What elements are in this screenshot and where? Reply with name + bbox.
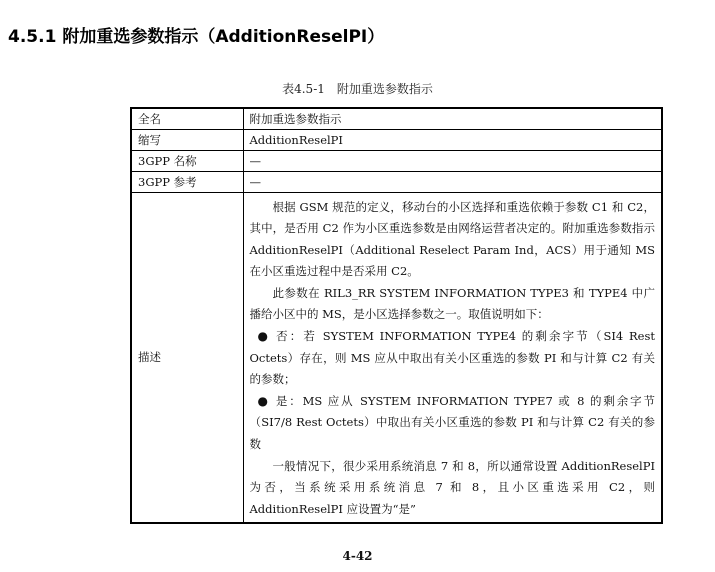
table-row (131, 108, 662, 129)
section-heading: 4.5.1 附加重选参数指示（AdditionReselPI） (8, 27, 385, 47)
bullet-icon: ● (257, 393, 270, 408)
table-row (131, 171, 662, 192)
bullet-text: 是：MS 应从 SYSTEM INFORMATION TYPE7 或 8 的剩余字节（SI7/8 Rest Octets）中取出有关小区重选的参数 PI 和与计算 C2 有关的参数 (249, 393, 655, 452)
parameter-table (130, 107, 663, 524)
bullet-text: 否：若 SYSTEM INFORMATION TYPE4 的剩余字节（SI4 Rest Octets）存在，则 MS 应从中取出有关小区重选的参数 PI 和与计算 C2 有关的参数； (249, 329, 655, 387)
bullet-item-no (250, 326, 656, 391)
table-caption: 表4.5-1 附加重选参数指示 (282, 82, 433, 96)
table-row-description (131, 192, 662, 523)
bullet-icon: ● (257, 329, 271, 344)
description-cell (243, 192, 662, 523)
bullet-item-yes (250, 391, 656, 456)
description-paragraph: 一般情况下，很少采用系统消息 7 和 8，所以通常设置 AdditionReselPI 为否，当系统采用系统消息 7 和 8，且小区重选采用 C2，则 AdditionReselPI 应设置为“是” (249, 458, 655, 516)
row-label-description: 描述 (131, 192, 243, 523)
description-paragraph: 根据 GSM 规范的定义，移动台的小区选择和重选依赖于参数 C1 和 C2，其中，是否用 C2 作为小区重选参数是由网络运营者决定的。附加重选参数指示 AdditionReselPI（Additional Reselect Param Ind，ACS）用于通知 MS 在小区重选过程中是否采用 C2。 (249, 199, 655, 279)
row-value-3gpp-name: — (243, 150, 662, 171)
row-label-3gpp-name: 3GPP 名称 (131, 150, 243, 171)
row-value-3gpp-reference: — (243, 171, 662, 192)
row-value-full-name: 附加重选参数指示 (243, 108, 662, 129)
table-row (131, 150, 662, 171)
description-paragraph: 此参数在 RIL3_RR SYSTEM INFORMATION TYPE3 和 TYPE4 中广播给小区中的 MS，是小区选择参数之一。取值说明如下： (249, 285, 655, 322)
page-number: 4-42 (342, 549, 373, 563)
row-value-abbreviation: AdditionReselPI (243, 129, 662, 150)
row-label-full-name: 全名 (131, 108, 243, 129)
table-row (131, 129, 662, 150)
row-label-abbreviation: 缩写 (131, 129, 243, 150)
row-label-3gpp-reference: 3GPP 参考 (131, 171, 243, 192)
